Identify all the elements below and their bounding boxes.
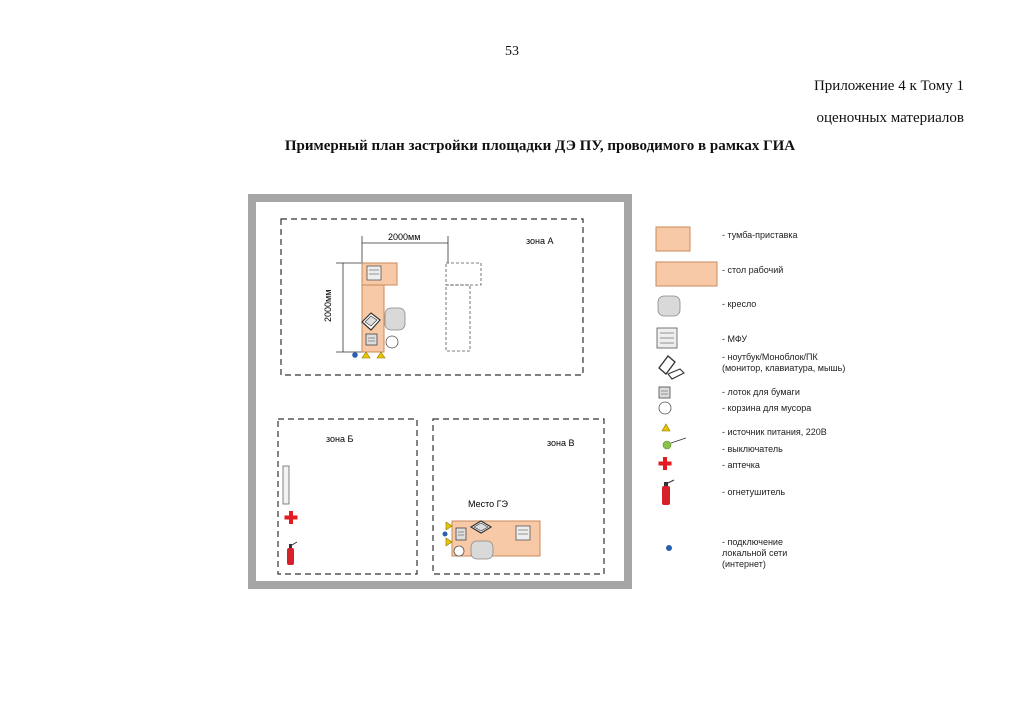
paper-tray-icon [366, 334, 377, 345]
cabinet-icon [656, 227, 690, 251]
legend-label-fire-extinguisher: - огнетушитель [722, 487, 786, 497]
switch-icon [663, 438, 686, 449]
appendix-line-2: оценочных материалов [816, 110, 964, 126]
reserved-desk-outline [446, 263, 481, 285]
legend-label-chair: - кресло [722, 299, 757, 309]
mfp-icon [657, 328, 677, 348]
legend-label-desk: - стол рабочий [722, 265, 784, 275]
fire-extinguisher-icon [287, 542, 297, 565]
expert-place-label: Место ГЭ [468, 499, 508, 509]
zone-b-label: зона Б [326, 434, 354, 444]
legend-label-switch: - выключатель [722, 444, 783, 454]
expert-paper-tray-icon [456, 528, 466, 540]
power-source-icon [662, 424, 670, 431]
paper-tray-icon [659, 387, 670, 398]
power-source-icon [362, 352, 385, 358]
desk-icon [656, 262, 717, 286]
chair-icon [658, 296, 680, 316]
trash-bin-icon [386, 336, 398, 348]
fire-extinguisher-icon [662, 480, 674, 505]
zone-a-label: зона А [526, 236, 554, 246]
expert-chair-icon [471, 541, 493, 559]
legend-label-first-aid: - аптечка [722, 460, 760, 470]
network-icon [352, 352, 358, 358]
expert-trash-bin-icon [454, 546, 464, 556]
legend-label-power-source: - источник питания, 220В [722, 427, 827, 437]
dimension-vertical [336, 263, 362, 352]
legend-label-cabinet: - тумба-приставка [722, 230, 798, 240]
page-number: 53 [505, 44, 519, 59]
chair-icon [385, 308, 405, 330]
appendix-line-1: Приложение 4 к Тому 1 [813, 78, 964, 94]
dimension-vertical-label: 2000мм [323, 289, 333, 322]
legend [656, 227, 717, 551]
document-title: Примерный план застройки площадки ДЭ ПУ, проводимого в рамках ГИА [284, 138, 796, 154]
legend-label-network: - подключение локальной сети (интернет) [722, 537, 788, 569]
first-aid-icon [659, 457, 672, 470]
dimension-horizontal-label: 2000мм [388, 232, 421, 242]
legend-label-mfp: - МФУ [722, 334, 748, 344]
first-aid-icon [285, 511, 298, 524]
trash-bin-icon [659, 402, 671, 414]
expert-mfp-icon [516, 526, 530, 540]
legend-label-trash-bin: - корзина для мусора [722, 403, 812, 413]
network-icon [666, 545, 672, 551]
outer-wall [252, 198, 628, 585]
computer-icon [659, 356, 684, 379]
legend-label-computer: - ноутбук/Моноблок/ПК (монитор, клавиатура, мышь) [722, 352, 846, 373]
zone-v-label: зона В [547, 438, 575, 448]
reserved-desk-outline-2 [446, 285, 470, 351]
expert-network-icon [443, 532, 448, 537]
shelf [283, 466, 289, 504]
legend-label-paper-tray: - лоток для бумаги [722, 387, 800, 397]
mfp-icon [367, 266, 381, 280]
